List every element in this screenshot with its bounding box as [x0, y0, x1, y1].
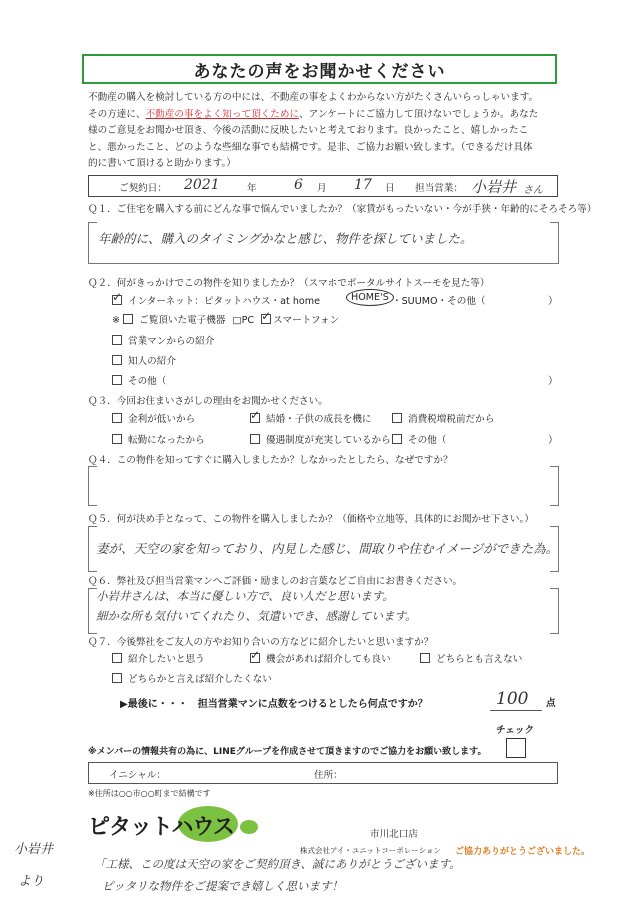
q2-close-paren: ）: [548, 296, 558, 307]
q2-option-smartphone[interactable]: ✓ スマートフォン: [261, 309, 340, 326]
q2-option-internet[interactable]: ✓ インターネット：ピタットハウス・at home: [112, 290, 321, 307]
score-underline: [490, 710, 542, 711]
handwritten-signature: 小岩井: [14, 842, 54, 857]
address-field[interactable]: [349, 765, 549, 781]
q6-answer-line1[interactable]: 小岩井さんは、本当に優しい方で、良い人だと思います。: [96, 589, 394, 603]
initial-label: イニシャル：: [109, 770, 166, 781]
q2-question: Ｑ２．何がきっかけでこの物件を知りましたか？（スマホでポータルサイトスーモを見た等）: [88, 278, 490, 289]
q1-bracket-left: [88, 222, 97, 264]
sales-name[interactable]: 小岩井: [471, 178, 517, 196]
q5-answer[interactable]: 妻が、天空の家を知っており、内見した感じ、間取りや住むイメージができた為。: [96, 541, 559, 556]
company-logo: ピタットハウス: [88, 815, 234, 840]
check-box[interactable]: [506, 738, 526, 758]
q3-option-marriage[interactable]: ✓ 結婚・子供の成長を機に: [250, 408, 372, 425]
q4-bracket-right: [550, 466, 559, 506]
q7-option-maybe[interactable]: ✓ 機会があれば紹介しても良い: [250, 648, 391, 665]
q2-option-pc[interactable]: □PC: [232, 315, 255, 326]
q3-option-tax[interactable]: 消費税増税前だから: [392, 411, 494, 425]
line-info-box: [88, 762, 558, 784]
q2-option-friend[interactable]: 知人の紹介: [112, 353, 176, 367]
q1-question: Ｑ１．ご住宅を購入する前にどんな事で悩んでいましたか？（家賃がもったいない・今が手狭・年齢的にそろそろ等）: [88, 204, 597, 215]
q6-bracket-right: [550, 588, 559, 634]
score-value[interactable]: 100: [496, 689, 529, 709]
intro-line: と、悪かったこと、どのような些細な事でも結構です。是非、ご協力お願い致します。（できるだけ具体: [88, 141, 533, 153]
address-note: ※住所は○○市○○町まで結構です: [88, 789, 211, 798]
score-question: ▶最後に・・・ 担当営業マンに点数をつけるとしたら何点ですか？: [120, 699, 428, 710]
day-unit: 日: [385, 183, 395, 194]
q3-question: Ｑ３．今回お住まいさがしの理由をお聞かせください。: [88, 396, 328, 407]
q3-option-transfer[interactable]: 転勤になったから: [112, 432, 205, 446]
q3-option-low-rate[interactable]: 金利が低いから: [112, 411, 195, 425]
q3-option-other[interactable]: その他（: [392, 432, 446, 446]
checkbox[interactable]: [123, 314, 133, 324]
q3-option-benefits[interactable]: 優遇制度が充実しているから: [250, 432, 391, 446]
contract-year[interactable]: 2021: [184, 177, 220, 193]
handwritten-message-line2: ピッタリな物件をご提案でき嬉しく思います！: [102, 879, 344, 893]
intro-text: [88, 90, 558, 173]
line-group-note: ※メンバーの情報共有の為に、LINEグループを作成させて頂きますのでご協力をお願い致します。: [88, 747, 487, 757]
month-unit: 月: [317, 183, 327, 194]
q7-option-recommend[interactable]: 紹介したいと思う: [112, 651, 205, 665]
contract-date-label: ご契約日：: [119, 183, 167, 194]
q2-device-note: ※ ご覧頂いた電子機器 □PC ✓ スマートフォン: [112, 309, 340, 326]
q3-close-paren: ）: [548, 435, 558, 446]
q7-option-neutral[interactable]: どちらとも言えない: [420, 651, 522, 665]
checkbox-checked[interactable]: ✓: [112, 290, 123, 304]
contract-month[interactable]: 6: [294, 177, 303, 193]
q7-question: Ｑ７．今後弊社をご友人の方やお知り合いの方などに紹介したいと思いますか？: [88, 637, 434, 648]
sales-suffix: さん: [523, 185, 543, 196]
q1-bracket-right: [550, 222, 559, 264]
handwritten-message-line1: 「工様、この度は天空の家をご契約頂き、誠にありがとうございます。: [94, 857, 461, 871]
check-label: チェック: [496, 725, 535, 736]
q2-option-rest: ・SUUMO・その他（: [392, 296, 486, 307]
intro-line: 様のご意見をお聞かせ頂き、今後の活動に反映したいと考えております。良かったこと、嬉しかったこ: [88, 125, 529, 136]
q6-question: Ｑ６．弊社及び担当営業マンへご評価・励ましのお言葉などご自由にお書きください。: [88, 576, 463, 587]
company-name: 株式会社アイ・ユニットコーポレーション: [300, 846, 441, 855]
q7-option-not[interactable]: どちらかと言えば紹介したくない: [112, 671, 272, 685]
q6-answer-line2[interactable]: 細かな所も気付いてくれたり、気遣いでき、感謝しています。: [96, 609, 417, 623]
q2-option-other[interactable]: その他（: [112, 373, 166, 387]
year-unit: 年: [247, 183, 257, 194]
store-name: 市川北口店: [370, 829, 418, 840]
q1-answer[interactable]: 年齢的に、購入のタイミングかなと感じ、物件を探していました。: [98, 231, 473, 246]
q2-option-sales[interactable]: 営業マンからの紹介: [112, 333, 214, 347]
address-label: 住所：: [314, 770, 343, 781]
q4-answer-box[interactable]: [96, 466, 550, 506]
intro-highlight: 不動産の事をよく知って頂くために: [145, 108, 300, 120]
page-title: あなたの声をお聞かせください: [82, 54, 557, 84]
contract-day[interactable]: 17: [354, 177, 372, 193]
contract-info-box: [88, 175, 558, 197]
q2-other-close-paren: ）: [548, 376, 558, 387]
q4-question: Ｑ４．この物件を知ってすぐに購入しましたか？しなかったとしたら、なぜですか？: [88, 455, 453, 466]
intro-line: その方達に、不動産の事をよく知って頂くために、アンケートにご協力して頂けないでしょうか。あなた: [88, 108, 539, 120]
q2-homes-circled[interactable]: HOME'S: [346, 289, 394, 306]
score-unit: 点: [546, 698, 556, 709]
q5-question: Ｑ５．何が決め手となって、この物件を購入しましたか？（価格や立地等、具体的にお聞かせ下さい。）: [88, 514, 534, 525]
intro-line: 的に書いて頂けると助かります。）: [88, 158, 236, 169]
thanks-message: ご協力ありがとうございました。: [455, 847, 591, 857]
intro-line: 不動産の購入を検討している方の中には、不動産の事をよくわからない方がたくさんいらっしゃいます。: [88, 92, 539, 103]
sales-label: 担当営業：: [415, 183, 463, 194]
logo-dot-icon: [240, 820, 258, 834]
handwritten-signature-from: より: [18, 874, 45, 889]
